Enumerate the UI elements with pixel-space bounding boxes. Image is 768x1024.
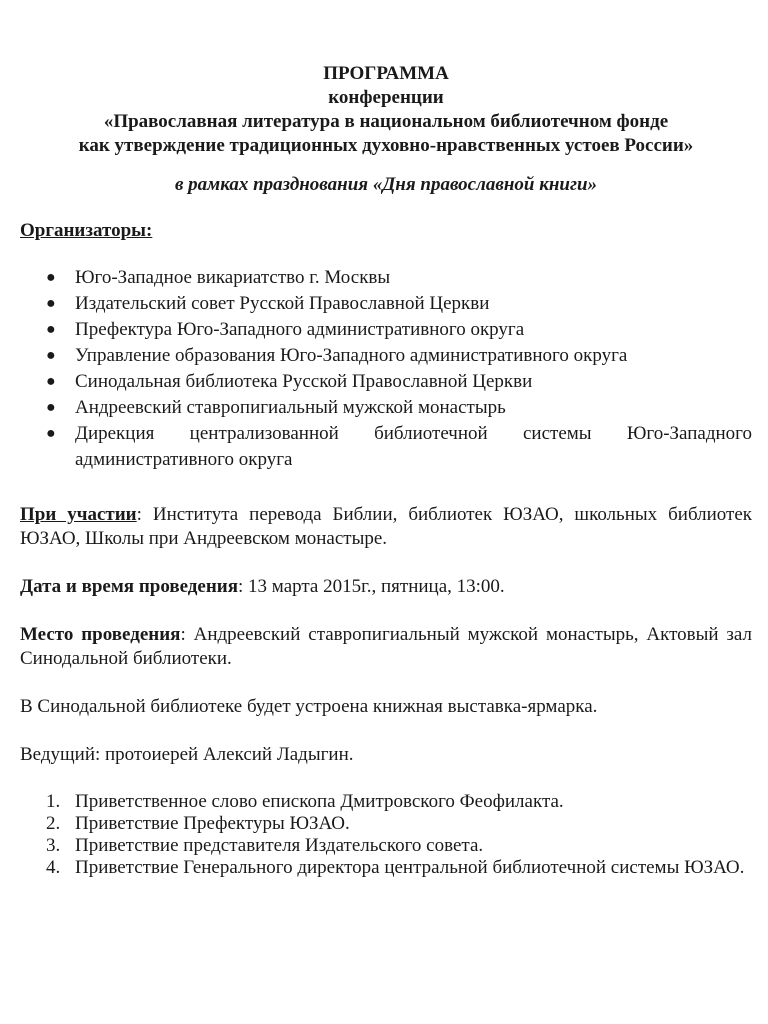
venue-label: Место проведения bbox=[20, 624, 181, 645]
item-number: 1. bbox=[46, 791, 61, 812]
list-item bbox=[20, 291, 752, 317]
list-item bbox=[20, 813, 752, 835]
item-number: 2. bbox=[46, 813, 61, 834]
document-title-line-3: «Православная литература в национальном библиотечном фонде bbox=[103, 111, 669, 132]
bullet-icon: ● bbox=[46, 425, 56, 442]
participation-label: При участии bbox=[20, 504, 137, 525]
list-item-text: Префектура Юго-Западного административного округа bbox=[75, 319, 525, 340]
datetime-label: Дата и время проведения bbox=[20, 576, 239, 597]
bullet-icon: ● bbox=[46, 373, 56, 390]
list-item bbox=[20, 369, 752, 395]
document-title-line-2: конференции bbox=[328, 87, 444, 108]
document-title: ПРОГРАММА bbox=[323, 63, 449, 84]
list-item bbox=[20, 343, 752, 369]
list-item-text: Синодальная библиотека Русской Православной Церкви bbox=[75, 371, 533, 392]
bullet-icon: ● bbox=[46, 399, 56, 416]
bullet-icon: ● bbox=[46, 321, 56, 338]
participation-paragraph bbox=[20, 503, 752, 551]
bullet-icon: ● bbox=[46, 295, 56, 312]
document-subtitle: в рамках празднования «Дня православной книги» bbox=[174, 174, 598, 195]
list-item bbox=[20, 395, 752, 421]
list-item bbox=[20, 857, 752, 879]
document-header bbox=[20, 62, 752, 158]
bullet-icon: ● bbox=[46, 269, 56, 286]
list-item-text: Юго-Западное викариатство г. Москвы bbox=[75, 267, 391, 288]
participation-text: : Института перевода Библии, библиотек ЮЗАО, школьных библиотек ЮЗАО, Школы при Андреевском монастыре. bbox=[20, 504, 753, 549]
list-item-text: Андреевский ставропигиальный мужской монастырь bbox=[75, 397, 506, 418]
organizers-heading: Организаторы: bbox=[20, 220, 153, 241]
list-item bbox=[20, 421, 752, 473]
list-item bbox=[20, 791, 752, 813]
item-number: 3. bbox=[46, 835, 61, 856]
item-number: 4. bbox=[46, 857, 61, 878]
venue-paragraph bbox=[20, 623, 752, 671]
list-item bbox=[20, 317, 752, 343]
organizers-list bbox=[20, 265, 752, 473]
list-item-text: Приветствие представителя Издательского совета. bbox=[75, 835, 484, 856]
list-item-text: Приветственное слово епископа Дмитровского Феофилакта. bbox=[75, 791, 564, 812]
venue-text: : Андреевский ставропигиальный мужской монастырь, Актовый зал Синодальной библиотеки. bbox=[20, 624, 752, 669]
program-list bbox=[20, 791, 752, 879]
document-page bbox=[20, 62, 752, 879]
datetime-text: : 13 марта 2015г., пятница, 13:00. bbox=[238, 576, 505, 597]
list-item-text: Издательский совет Русской Православной Церкви bbox=[75, 293, 490, 314]
list-item bbox=[20, 265, 752, 291]
list-item-text: Приветствие Префектуры ЮЗАО. bbox=[75, 813, 350, 834]
datetime-paragraph bbox=[20, 575, 752, 599]
host-paragraph: Ведущий: протоиерей Алексий Ладыгин. bbox=[20, 744, 354, 765]
document-title-line-4: как утверждение традиционных духовно-нравственных устоев России» bbox=[78, 135, 694, 156]
bullet-icon: ● bbox=[46, 347, 56, 364]
list-item bbox=[20, 835, 752, 857]
list-item-text: Управление образования Юго-Западного административного округа bbox=[75, 345, 628, 366]
list-item-text: Приветствие Генерального директора центральной библиотечной системы ЮЗАО. bbox=[75, 857, 745, 878]
list-item-text: Дирекция централизованной библиотечной системы Юго-Западного административного округа bbox=[75, 423, 752, 470]
exhibition-paragraph: В Синодальной библиотеке будет устроена книжная выставка-ярмарка. bbox=[20, 696, 598, 717]
